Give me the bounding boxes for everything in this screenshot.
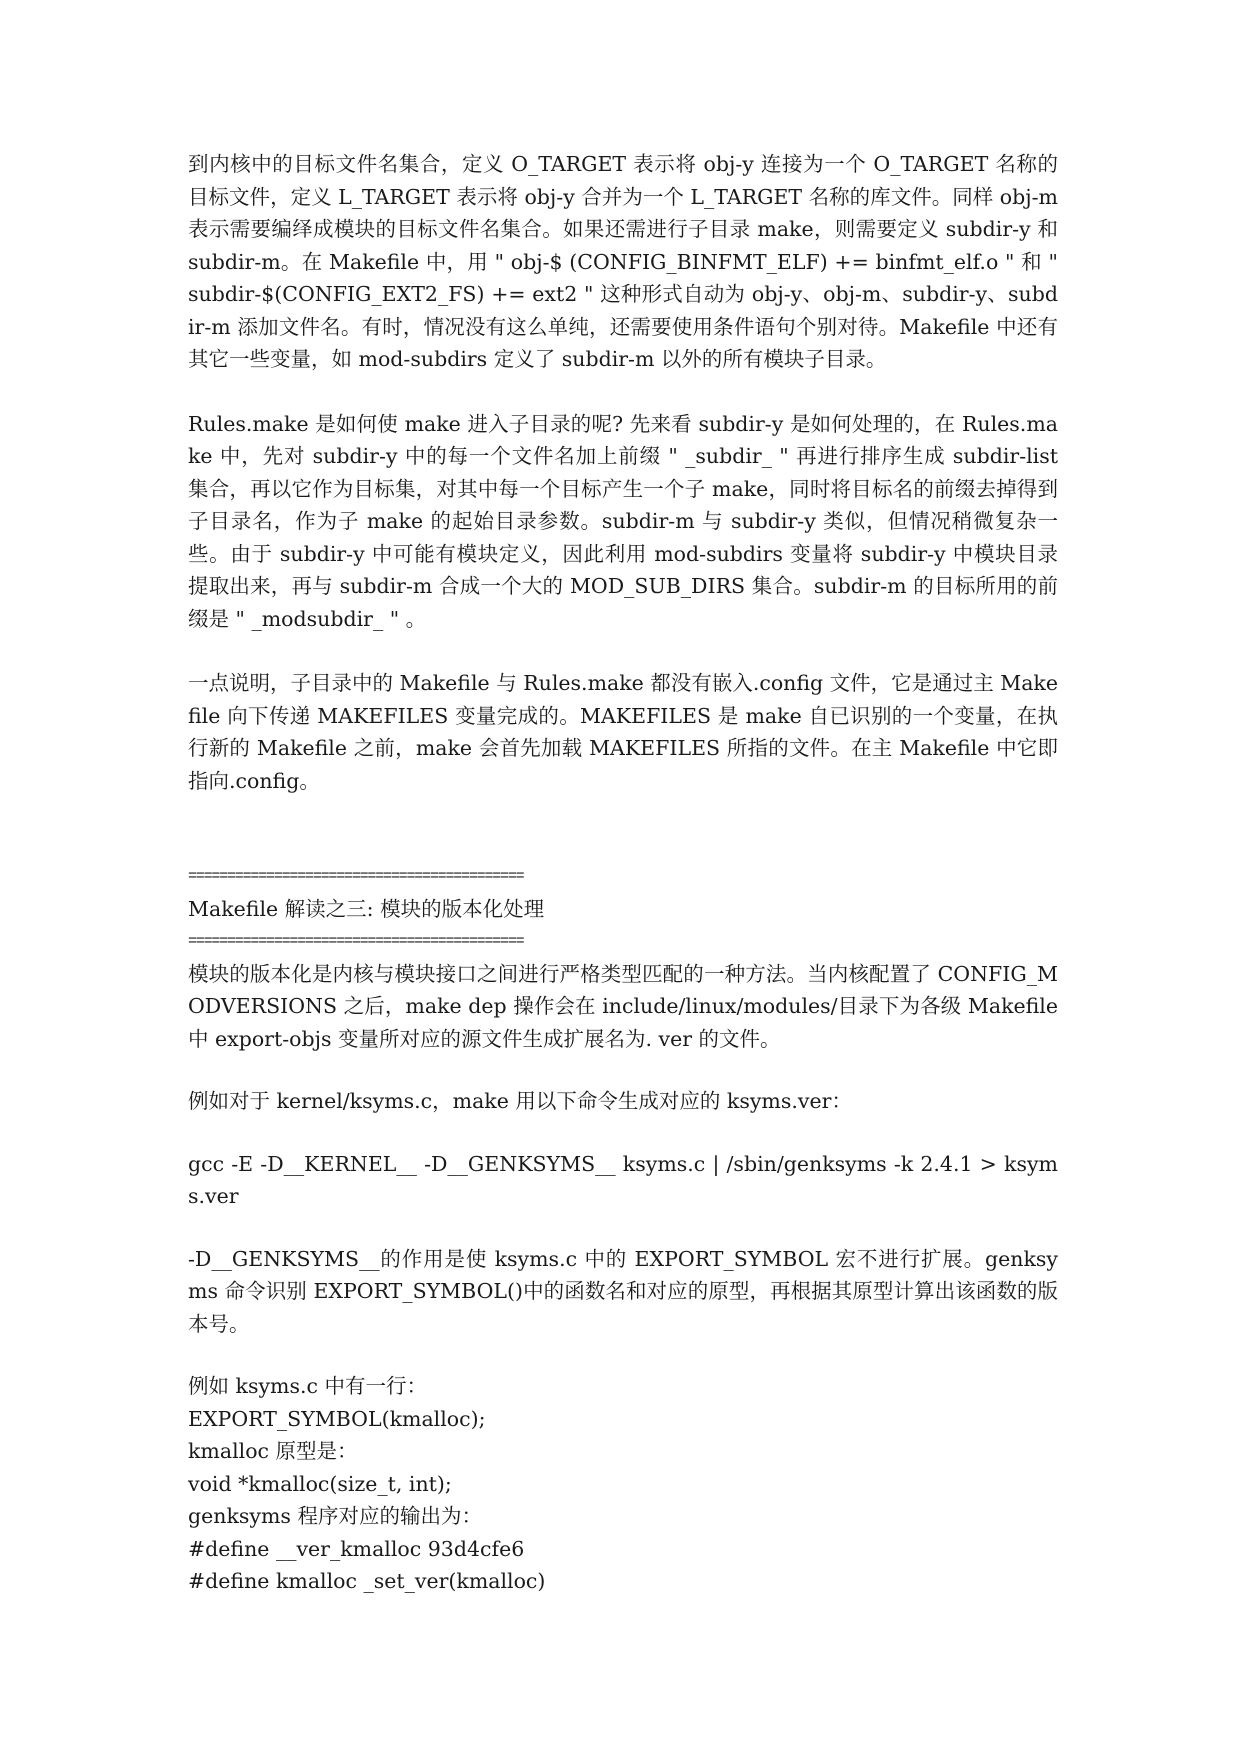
document-page: [188, 148, 1058, 1598]
example-line: #define kmalloc _set_ver(kmalloc): [188, 1569, 546, 1593]
section-divider-bottom: ===========================================: [188, 932, 524, 950]
example-line: 例如 ksyms.c 中有一行：: [188, 1374, 428, 1398]
example-line: kmalloc 原型是：: [188, 1439, 358, 1463]
example-line: #define __ver_kmalloc 93d4cfe6: [188, 1536, 525, 1561]
paragraph-module-versioning: 模块的版本化是内核与模块接口之间进行严格类型匹配的一种方法。当内核配置了 CONFIG_MODVERSIONS 之后，make dep 操作会在 include/linux/modules/目录下为各级 Makefile 中 export-objs 变量所对应的源文件生成扩展名为. ver 的文件。: [188, 961, 1058, 1051]
code-example-block: [188, 1370, 1058, 1598]
paragraph-genksyms-explanation: -D__GENKSYMS__的作用是使 ksyms.c 中的 EXPORT_SYMBOL 宏不进行扩展。genksyms 命令识别 EXPORT_SYMBOL()中的函数名和对应的原型，再根据其原型计算出该函数的版本号。: [188, 1246, 1058, 1336]
paragraph-ksyms-example: 例如对于 kernel/ksyms.c，make 用以下命令生成对应的 ksyms.ver：: [188, 1089, 852, 1113]
example-line: genksyms 程序对应的输出为：: [188, 1504, 482, 1528]
paragraph-target-definitions: 到内核中的目标文件名集合，定义 O_TARGET 表示将 obj-y 连接为一个 O_TARGET 名称的目标文件，定义 L_TARGET 表示将 obj-y 合并为一个 L_TARGET 名称的库文件。同样 obj-m 表示需要编绎成模块的目标文件名集合。如果还需进行子目录 make，则需要定义 subdir-y 和 subdir-m。在 Makefile 中，用 " obj-$ (CONFIG_BINFMT_ELF) += binfmt_elf.o " 和 " subdir-$(CONFIG_EXT2_FS) += ext2 " 这种形式自动为 obj-y、obj-m、subdir-y、subdir-m 添加文件名。有时，情况没有这么单纯，还需要使用条件语句个别对待。Makefile 中还有其它一些变量，如 mod-subdirs 定义了 subdir-m 以外的所有模块子目录。: [188, 152, 1058, 371]
section-heading: Makefile 解读之三: 模块的版本化处理: [188, 897, 545, 921]
paragraph-rules-make-subdirs: Rules.make 是如何使 make 进入子目录的呢? 先来看 subdir-y 是如何处理的，在 Rules.make 中，先对 subdir-y 中的每一个文件名加上前缀 " _subdir_ " 再进行排序生成 subdir-list 集合，再以它作为目标集，对其中每一个目标产生一个子 make，同时将目标名的前缀去掉得到子目录名，作为子 make 的起始目录参数。subdir-m 与 subdir-y 类似，但情况稍微复杂一些。由于 subdir-y 中可能有模块定义，因此利用 mod-subdirs 变量将 subdir-y 中模块目录提取出来，再与 subdir-m 合成一个大的 MOD_SUB_DIRS 集合。subdir-m 的目标所用的前缀是 " _modsubdir_ " 。: [188, 411, 1058, 631]
command-line-genksyms: gcc -E -D__KERNEL__ -D__GENKSYMS__ ksyms.c | /sbin/genksyms -k 2.4.1 > ksyms.ver: [188, 1151, 1058, 1208]
section-divider-top: ===========================================: [188, 868, 524, 885]
paragraph-makefiles-variable: 一点说明，子目录中的 Makefile 与 Rules.make 都没有嵌入.config 文件，它是通过主 Makefile 向下传递 MAKEFILES 变量完成的。MAKEFILES 是 make 自已识别的一个变量，在执行新的 Makefile 之前，make 会首先加载 MAKEFILES 所指的文件。在主 Makefile 中它即指向.config。: [188, 671, 1058, 793]
example-line: void *kmalloc(size_t, int);: [188, 1471, 452, 1496]
example-line: EXPORT_SYMBOL(kmalloc);: [188, 1406, 486, 1431]
